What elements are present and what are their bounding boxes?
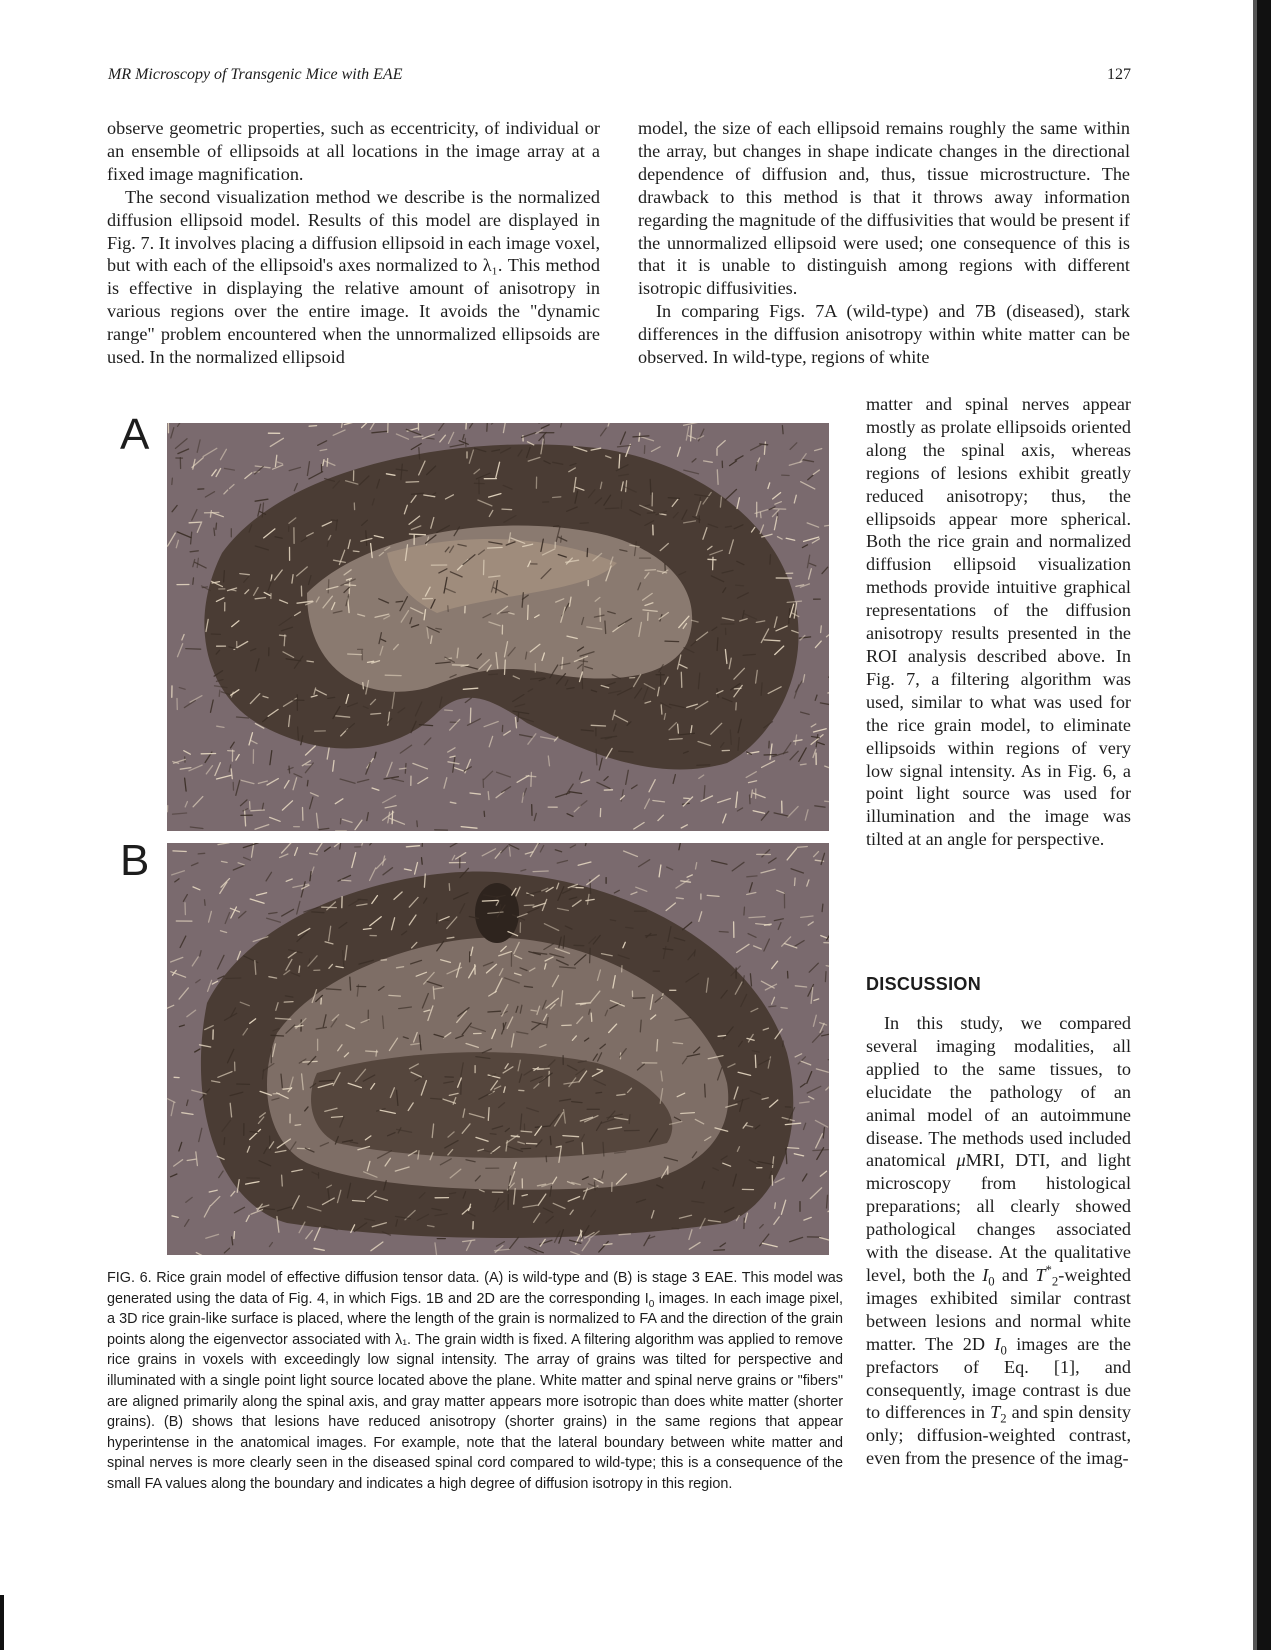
rice-grain — [825, 972, 826, 982]
rice-grain — [572, 887, 577, 888]
rice-grain — [795, 878, 796, 886]
rice-grain — [755, 1055, 756, 1067]
rice-grain — [205, 900, 206, 906]
rice-grain — [665, 641, 679, 642]
rice-grain — [524, 905, 534, 906]
paragraph: In comparing Figs. 7A (wild-type) and 7B (diseased), stark differences in the diffusion anisotropy within white matter can be observed. In wild-type, regions of white — [638, 301, 1130, 368]
rice-grain — [345, 585, 356, 586]
rice-grain — [582, 676, 583, 689]
subscript: 0 — [648, 1298, 655, 1310]
rice-grain — [781, 1008, 787, 1009]
rice-grain — [681, 1113, 695, 1114]
rice-grain — [718, 1036, 726, 1037]
rice-grain — [307, 780, 308, 786]
rice-grain — [470, 708, 471, 723]
rice-grain — [554, 526, 559, 527]
rice-grain — [363, 683, 364, 689]
rice-grain — [419, 448, 420, 459]
rice-grain — [669, 739, 682, 740]
rice-grain — [546, 1156, 547, 1162]
rice-grain — [509, 848, 510, 857]
rice-grain — [502, 509, 512, 510]
symbol-i: I — [644, 1290, 649, 1307]
rice-grain — [596, 749, 597, 765]
rice-grain — [350, 977, 351, 990]
rice-grain — [621, 500, 622, 508]
rice-grain — [521, 1131, 532, 1132]
text-run: and spin density only; diffusion-weighted contrast, even from the presence of the imag- — [866, 1402, 1131, 1469]
rice-grain — [298, 727, 299, 739]
rice-grain — [760, 512, 761, 517]
rice-grain — [678, 724, 679, 733]
text-run: and — [994, 1264, 1036, 1285]
paragraph — [866, 1012, 1131, 1470]
rice-grain — [691, 425, 692, 441]
caption-text: images. In each image pixel, a 3D rice grain-like surface is placed, where the length of the grain is normalized to FA and the direction of the grain points along the eigenvector associated with λ₁. The grain width is fixed. A filtering algorithm was applied to remove rice grains in voxels with exceedingly low signal intensity. The array of grains was tilted for perspective and illuminated with a single point light source located above the plane. White matter and spinal nerve grains or "fibers" are aligned primarily along the spinal axis, and gray matter appears more isotropic than does white matter (shorter grains). (B) shows that lesions have reduced anisotropy (shorter grains) in the same regions that appear hyperintense in the anatomical images. For example, note that the lateral boundary between white matter and spinal nerves is more clearly seen in the diseased spinal cord compared to wild-type; this is a consequence of the small FA values along the boundary and indicates a high degree of diffusion isotropy in this region. — [107, 1290, 843, 1492]
rice-grain — [821, 626, 822, 633]
rice-grain — [650, 479, 651, 494]
symbol-i: I — [994, 1333, 1001, 1354]
rice-grain — [561, 536, 562, 542]
rice-grain — [596, 1092, 602, 1093]
rice-grain — [465, 438, 466, 446]
rice-grain — [591, 725, 605, 726]
rice-grain — [406, 482, 419, 483]
rice-grain — [216, 523, 217, 529]
rice-grain — [580, 523, 588, 524]
rice-grain — [773, 509, 786, 510]
scan-edge-mark — [0, 1595, 4, 1650]
rice-grain — [264, 1209, 274, 1210]
subscript: 2 — [1000, 1412, 1007, 1427]
rice-grain — [250, 1132, 258, 1133]
rice-grain — [348, 654, 362, 655]
rice-grain — [489, 674, 498, 675]
paragraph: The second visualization method we describe is the normalized diffusion ellipsoid model. Results of this model are displayed in Fig. 7. It involves placing a diffusion ellipsoid in each image voxel, but with each of the ellipsoid's axes normalized to λ₁. This method is effective in displaying the relative amount of anisotropy in various regions over the entire image. It avoids the "dynamic range" problem encountered when the unnormalized ellipsoids are used. In the normalized ellipsoid — [107, 186, 600, 368]
rice-grain — [661, 705, 662, 714]
rice-grain — [672, 1228, 679, 1229]
figure-label-a: A — [120, 410, 150, 459]
page-number: 127 — [1107, 66, 1131, 83]
section-heading-discussion: DISCUSSION — [866, 974, 982, 994]
rice-grain — [764, 755, 776, 756]
caption-text: FIG. 6. Rice grain model of effective diffusion tensor data. (A) is wild-type and (B) is stage 3 EAE. This model was generated using the data of Fig. 4, in which Figs. 1B and 2D are the corresponding — [107, 1270, 843, 1307]
rice-grain — [533, 871, 548, 872]
rice-grain — [717, 470, 718, 485]
rice-grain — [531, 772, 532, 786]
rice-grain — [775, 1203, 776, 1208]
rice-grain — [312, 912, 324, 913]
rice-grain — [271, 1035, 284, 1036]
rice-grain — [234, 1232, 235, 1239]
rice-grain — [224, 571, 225, 582]
rice-grain — [605, 508, 619, 509]
rice-grain — [587, 548, 588, 556]
rice-grain — [417, 821, 418, 827]
rice-grain — [550, 1136, 551, 1144]
rice-grain — [676, 898, 683, 899]
paragraph: matter and spinal nerves appear mostly as prolate ellipsoids oriented along the spinal axis, whereas regions of lesions exhibit greatly reduced anisotropy; thus, the ellipsoids appear more spherical. Both the rice grain and normalized diffusion ellipsoid visualization methods provide intuitive graphical representations of the diffusion anisotropy results presented in the ROI analysis described above. In Fig. 7, a filtering algorithm was used, similar to what was used for the rice grain model, to eliminate ellipsoids within regions of very low signal intensity. As in Fig. 6, a point light source was used for illumination and the image was tilted at an angle for perspective. — [866, 394, 1131, 850]
rice-grain — [619, 1234, 630, 1235]
rice-grain — [366, 1051, 378, 1052]
rice-grain-image-a — [167, 423, 829, 831]
rice-grain — [798, 847, 808, 848]
rice-grain — [708, 559, 716, 560]
rice-grain — [224, 1138, 225, 1145]
rice-grain — [189, 522, 200, 523]
rice-grain — [719, 932, 728, 933]
rice-grain — [443, 920, 449, 921]
rice-grain — [488, 547, 503, 548]
figure-panel-a — [167, 423, 829, 831]
rice-grain — [764, 640, 780, 641]
rice-grain — [422, 858, 423, 865]
rice-grain — [681, 672, 682, 687]
rice-grain — [399, 768, 406, 769]
rice-grain — [307, 661, 313, 662]
rice-grain — [482, 900, 498, 901]
rice-grain — [488, 1108, 489, 1121]
figure-label-b: B — [120, 836, 150, 885]
rice-grain — [822, 904, 823, 912]
rice-grain-image-b — [167, 843, 829, 1255]
rice-grain — [553, 497, 561, 498]
paragraph: observe geometric properties, such as eccentricity, of individual or an ensemble of ellipsoids at all locations in the image array at a fixed image magnification. — [107, 118, 600, 184]
rice-grain — [328, 580, 329, 593]
rice-grain — [284, 1002, 293, 1003]
rice-grain — [193, 578, 194, 584]
running-head: MR Microscopy of Transgenic Mice with EAE — [108, 66, 403, 83]
figure-caption — [107, 1268, 843, 1495]
rice-grain — [219, 690, 220, 696]
symbol-t: T — [1035, 1264, 1046, 1285]
discussion-body — [866, 1012, 1131, 1470]
rice-grain — [445, 710, 453, 711]
rice-grain — [697, 765, 710, 766]
rice-grain — [484, 811, 485, 816]
rice-grain — [714, 1250, 725, 1251]
rice-grain — [449, 884, 450, 891]
scan-page-edge — [1257, 0, 1271, 1650]
rice-grain — [591, 1013, 592, 1021]
rice-grain — [769, 1006, 776, 1007]
rice-grain — [783, 1041, 784, 1047]
right-column-wrap — [866, 393, 1131, 851]
rice-grain — [490, 1134, 496, 1135]
right-column — [638, 117, 1130, 369]
symbol-i: I — [982, 1264, 989, 1285]
rice-grain — [717, 638, 718, 651]
rice-grain — [366, 531, 367, 546]
rice-grain — [736, 585, 744, 586]
rice-grain — [531, 1010, 537, 1011]
subscript: 0 — [1000, 1343, 1007, 1358]
symbol-t: T — [990, 1402, 1001, 1423]
rice-grain — [363, 929, 371, 930]
rice-grain — [505, 660, 506, 674]
rice-grain — [353, 1201, 365, 1202]
text-run: images are the prefactors of Eq. [1], and consequently, image contrast is due to differences in — [866, 1333, 1131, 1423]
rice-grain — [734, 688, 741, 689]
rice-grain — [488, 1011, 501, 1012]
rice-grain — [214, 528, 215, 535]
rice-grain — [172, 478, 173, 484]
rice-grain — [526, 776, 536, 777]
rice-grain — [376, 1050, 377, 1056]
rice-grain — [603, 1142, 604, 1156]
rice-grain — [629, 1115, 630, 1124]
rice-grain — [640, 1020, 641, 1032]
subscript: 2 — [1051, 1274, 1059, 1289]
rice-grain — [647, 513, 655, 514]
mu-symbol: μ — [956, 1150, 966, 1171]
rice-grain — [353, 551, 359, 552]
rice-grain — [736, 703, 737, 710]
rice-grain — [414, 436, 423, 437]
rice-grain — [437, 913, 438, 923]
rice-grain — [466, 423, 467, 429]
rice-grain — [251, 810, 265, 811]
rice-grain — [668, 498, 679, 499]
rice-grain — [371, 713, 381, 714]
rice-grain — [619, 455, 620, 469]
rice-grain — [226, 978, 241, 979]
rice-grain — [605, 621, 606, 634]
rice-grain — [487, 423, 488, 431]
text-run: In this study, we compared several imaging modalities, all applied to the same tissues, to elucidate the pathology of an animal model of an autoimmune disease. The methods used included anatomical — [866, 1013, 1131, 1171]
rice-grain — [309, 426, 317, 427]
rice-grain — [319, 1080, 333, 1081]
rice-grain — [705, 1084, 706, 1097]
rice-grain — [747, 876, 757, 877]
rice-grain — [340, 843, 341, 849]
rice-grain — [800, 764, 806, 765]
rice-grain — [744, 907, 745, 915]
rice-grain — [280, 635, 286, 636]
text-run: -weighted images exhibited similar contrast between lesions and normal white matter. The 2D — [866, 1264, 1131, 1354]
rice-grain — [295, 1125, 301, 1126]
rice-grain — [332, 1117, 343, 1118]
rice-grain — [389, 995, 401, 996]
rice-grain — [760, 444, 768, 445]
rice-grain — [282, 1175, 283, 1186]
rice-grain — [521, 1148, 531, 1149]
rice-grain — [770, 555, 771, 564]
rice-grain — [284, 635, 285, 646]
rice-grain — [590, 948, 591, 962]
rice-grain — [283, 1088, 292, 1089]
rice-grain — [198, 853, 205, 854]
rice-grain — [488, 792, 489, 800]
rice-grain — [424, 874, 425, 887]
paragraph: model, the size of each ellipsoid remains roughly the same within the array, but changes in shape indicate changes in the directional dependence of diffusion and, thus, tissue microstructure. The drawback to this method is that it throws away information regarding the magnitude of the diffusivities that would be present if the unnormalized ellipsoid were used; one consequence of this is that it is unable to distinguish among regions with different isotropic diffusivities. — [638, 118, 1130, 299]
rice-grain — [782, 426, 783, 434]
text-run: MRI, DTI, and light microscopy from histological preparations; all clearly showed pathological changes associated with the disease. At the qualitative level, both the — [866, 1150, 1131, 1285]
rice-grain — [582, 1143, 583, 1154]
rice-grain — [743, 654, 755, 655]
left-column — [107, 117, 600, 369]
rice-grain — [657, 1040, 658, 1051]
scan-page-shadow — [1253, 0, 1257, 1650]
rice-grain — [396, 601, 403, 602]
rice-grain — [436, 628, 442, 629]
superscript: * — [1045, 1262, 1052, 1277]
rice-grain — [186, 649, 201, 650]
rice-grain — [750, 795, 751, 804]
rice-grain — [645, 570, 655, 571]
rice-grain — [409, 534, 425, 535]
rice-grain — [342, 880, 351, 881]
rice-grain — [788, 1148, 799, 1149]
rice-grain — [528, 605, 529, 619]
subscript: 0 — [988, 1274, 995, 1289]
rice-grain — [299, 966, 300, 973]
figure-panel-b — [167, 843, 829, 1255]
rice-grain — [173, 851, 186, 852]
